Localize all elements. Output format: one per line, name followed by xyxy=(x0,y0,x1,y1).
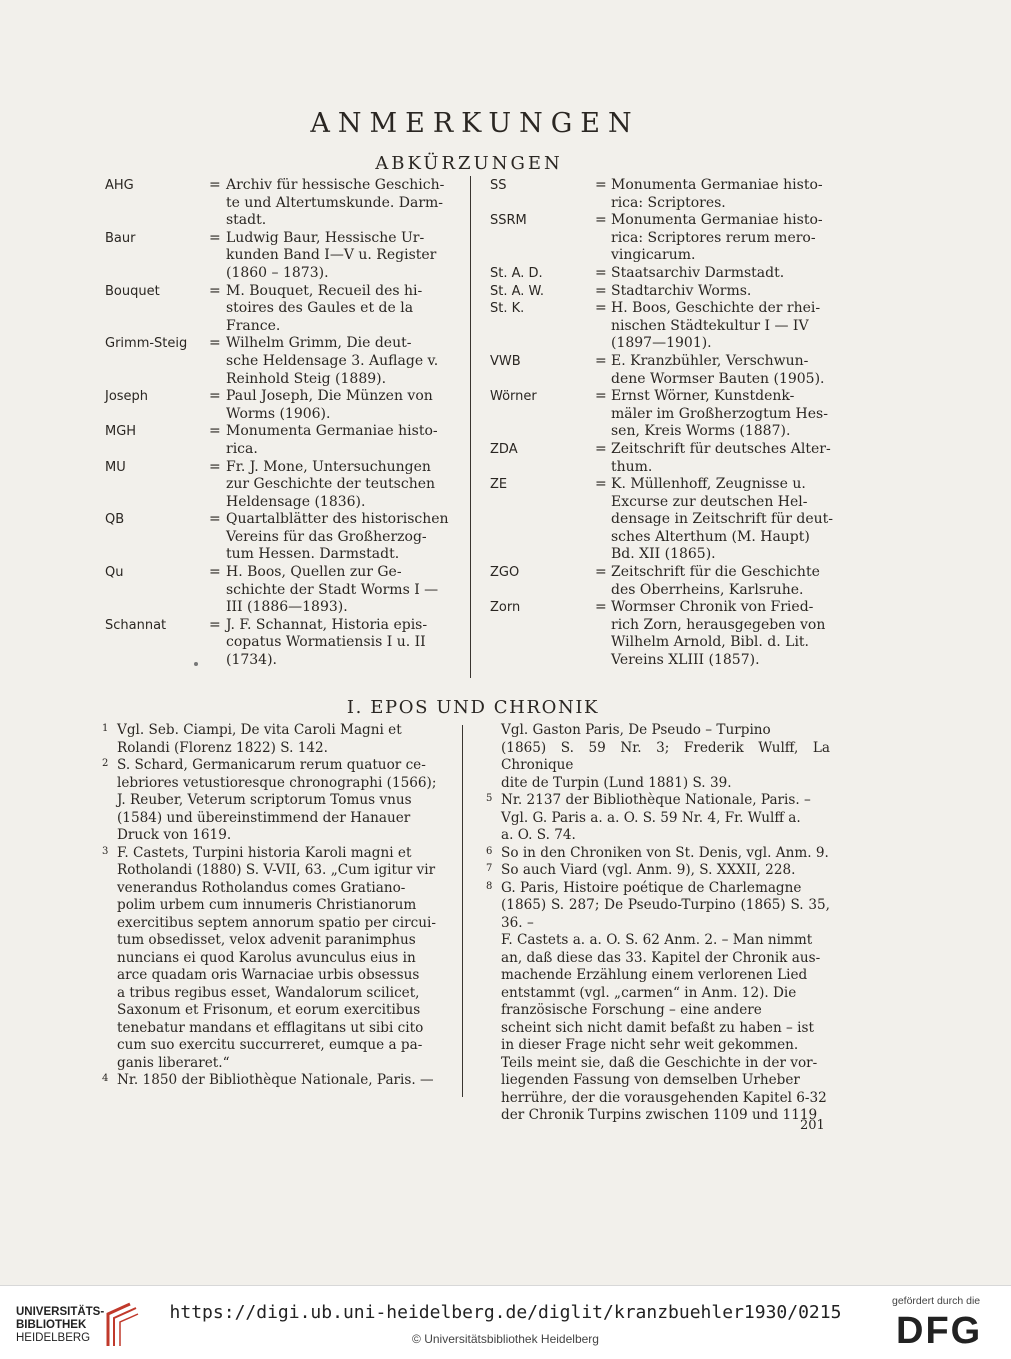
footnote-text: G. Paris, Histoire poétique de Charlemagne (1865) S. 287; De Pseudo-Turpino (1865) S. 35, 36. – F. Castets a. a. O. S. 62 Anm. 2. – Man nimmt an, daß diese das 33. Kapitel der Chronik aus- machende Erzählung einem verlorenen Lied entstammt (vgl. „carmen“ in Anm. 12). Die französische Forschung – eine andere scheint sich nicht damit befaßt zu haben – ist in dieser Frage nicht sehr weit gekommen. Teils meint sie, daß die Geschichte in der vor- liegenden Fassung von demselben Urheber herrühre, der die vorausgehenden Kapitel 6-32 der Chronik Turpins zwischen 1109 und 1119 xyxy=(501,879,830,1123)
equals-sign: = xyxy=(595,352,607,369)
abbreviation-expansion: E. Kranzbühler, Verschwun- dene Wormser Bauten (1905). xyxy=(611,352,825,387)
footnote-text: Nr. 2137 der Bibliothèque Nationale, Paris. – Vgl. G. Paris a. a. O. S. 59 Nr. 4, Fr. Wulff a. a. O. S. 74. xyxy=(501,792,811,843)
abbreviation-key: VWB xyxy=(490,353,521,369)
abbreviation-key: SS xyxy=(490,178,507,193)
equals-sign: = xyxy=(209,511,221,528)
copyright-notice: © Universitätsbibliothek Heidelberg xyxy=(412,1332,599,1346)
footnote-number: 4 xyxy=(102,1073,109,1084)
abbreviation-expansion: Staatsarchiv Darmstadt. xyxy=(611,264,785,281)
footnote-number: 1 xyxy=(102,723,109,734)
equals-sign: = xyxy=(209,229,221,246)
equals-sign: = xyxy=(595,564,607,581)
footnote-number: 7 xyxy=(486,863,493,874)
abbreviation-expansion: Wilhelm Grimm, Die deut- sche Heldensage 3. Auflage v. Reinhold Steig (1889). xyxy=(226,335,439,387)
abbreviation-key: Qu xyxy=(105,565,124,581)
abbreviation-expansion: Monumenta Germaniae histo- rica: Scriptores. xyxy=(611,177,823,211)
abbreviation-expansion: H. Boos, Geschichte der rhei- nischen Städtekultur I — IV (1897—1901). xyxy=(611,300,821,352)
footnote-text: Vgl. Seb. Ciampi, De vita Caroli Magni et Rolandi (Florenz 1822) S. 142. xyxy=(117,722,402,756)
abbreviation-key: Grimm-Steig xyxy=(105,336,188,352)
library-name-line1: UNIVERSITÄTS- xyxy=(16,1306,105,1318)
funder-caption: gefördert durch die xyxy=(892,1295,981,1307)
viewer-footer xyxy=(0,1285,1011,1359)
abbreviation-key: Zorn xyxy=(490,600,521,616)
abbreviation-key: MGH xyxy=(105,424,137,440)
equals-sign: = xyxy=(595,599,607,616)
abbreviation-key: Schannat xyxy=(105,617,167,633)
abbreviation-expansion: Zeitschrift für die Geschichte des Oberrheins, Karlsruhe. xyxy=(611,564,820,598)
abbreviation-expansion: M. Bouquet, Recueil des hi- stoires des Gaules et de la France. xyxy=(226,282,423,334)
abbreviation-entry xyxy=(490,388,836,441)
abbreviation-expansion: H. Boos, Quellen zur Ge- schichte der Stadt Worms I — III (1886—1893). xyxy=(226,564,439,616)
abbreviation-key: Joseph xyxy=(105,389,149,405)
abbreviation-expansion: Monumenta Germaniae histo- rica: Scriptores rerum mero- vingicarum. xyxy=(611,212,823,264)
equals-sign: = xyxy=(595,212,607,229)
abbreviation-entry xyxy=(490,212,836,265)
funder-logo[interactable]: DFG xyxy=(896,1310,983,1352)
equals-sign: = xyxy=(595,388,607,405)
abbreviation-entry xyxy=(490,599,836,669)
abbreviation-entry xyxy=(105,511,450,564)
footnotes-right-column xyxy=(486,722,830,1125)
abbreviation-key: AHG xyxy=(105,178,134,193)
abbreviation-expansion: Ludwig Baur, Hessische Ur- kunden Band I—V u. Register (1860 – 1873). xyxy=(226,229,437,281)
footnote-number: 3 xyxy=(102,845,109,857)
abbreviation-entry xyxy=(490,564,836,599)
abbreviation-entry xyxy=(105,283,450,336)
abbreviation-expansion: Quartalblätter des historischen Vereins für das Großherzog- tum Hessen. Darmstadt. xyxy=(226,511,449,563)
abbreviation-key: QB xyxy=(105,512,125,528)
abbreviation-key: Baur xyxy=(105,230,136,246)
permalink-url[interactable]: https://digi.ub.uni-heidelberg.de/diglit/kranzbuehler1930/0215 xyxy=(169,1302,842,1323)
page-number: 201 xyxy=(800,1118,825,1133)
abbreviation-entry xyxy=(490,441,836,476)
equals-sign: = xyxy=(209,616,221,633)
footnote xyxy=(486,792,830,845)
abbreviation-entry xyxy=(105,564,450,617)
equals-sign: = xyxy=(209,388,221,405)
footnote-text: S. Schard, Germanicarum rerum quatuor ce- lebriores vetustioresque chronographi (1566); J. Reuber, Veterum scriptorum Tomus vnus (1584) und übereinstimmend der Hanauer Druck von 1619. xyxy=(117,757,437,843)
abbreviation-key: St. A. W. xyxy=(490,283,545,299)
abbreviations-heading: ABKÜRZUNGEN xyxy=(375,153,563,174)
footnote xyxy=(486,880,830,1125)
equals-sign: = xyxy=(595,282,607,299)
section-title: I. EPOS UND CHRONIK xyxy=(346,697,600,718)
equals-sign: = xyxy=(595,177,607,193)
abbreviation-expansion: Wormser Chronik von Fried- rich Zorn, herausgegeben von Wilhelm Arnold, Bibl. d. Lit. Vereins XLIII (1857). xyxy=(611,599,826,669)
equals-sign: = xyxy=(595,300,607,317)
abbreviation-expansion: Fr. J. Mone, Untersuchungen zur Geschichte der teutschen Heldensage (1836). xyxy=(226,458,436,510)
abbreviation-expansion: Ernst Wörner, Kunstdenk- mäler im Großherzogtum Hes- sen, Kreis Worms (1887). xyxy=(611,388,828,440)
footnote-text: Nr. 1850 der Bibliothèque Nationale, Paris. — xyxy=(117,1072,434,1088)
equals-sign: = xyxy=(209,335,221,352)
equals-sign: = xyxy=(209,282,221,299)
footnote xyxy=(486,862,830,880)
equals-sign: = xyxy=(209,423,221,440)
footnote-number: 2 xyxy=(102,758,109,769)
equals-sign: = xyxy=(595,264,607,281)
abbreviation-key: MU xyxy=(105,459,126,475)
abbreviation-key: ZDA xyxy=(490,441,518,457)
abbreviation-entry xyxy=(105,617,450,670)
abbreviation-entry xyxy=(105,230,450,283)
equals-sign: = xyxy=(209,564,221,581)
abbreviation-entry xyxy=(490,177,836,212)
footnote xyxy=(102,845,444,1073)
footnote-number: 5 xyxy=(486,793,493,804)
abbreviation-expansion: Paul Joseph, Die Münzen von Worms (1906). xyxy=(226,388,433,422)
abbreviations-left-column xyxy=(105,177,450,670)
abbreviation-entry xyxy=(105,177,450,230)
abbreviation-entry xyxy=(490,476,836,564)
footnote-number: 8 xyxy=(486,880,493,892)
abbreviation-expansion: Stadtarchiv Worms. xyxy=(611,282,752,299)
footnote xyxy=(102,1072,444,1090)
footnote xyxy=(486,845,830,863)
footnote-text: F. Castets, Turpini historia Karoli magni et Rotholandi (1880) S. V-VII, 63. „Cum igitur vir venerandus Rotholandus comes Gratiano- polim urbem cum innumeris Christianorum exercitibus septem annorum spatio per circui- tum obsedisset, velox advenit paranimphus nuncians ei quod Karolus avunculus eius in arce quadam oris Warnaciae urbis obsessus a tribus regibus esset, Wandalorum scilicet, Saxonum et Frisonum, et eorum exercitibus tenebatur mandans et efflagitans ut sibi cito cum suo exercitu succurreret, eumque a pa- ganis liberaret.“ xyxy=(117,844,436,1071)
abbreviation-entry xyxy=(105,335,450,388)
abbreviation-expansion: J. F. Schannat, Historia epis- copatus Wormatiensis I u. II (1734). xyxy=(226,616,428,669)
equals-sign: = xyxy=(209,458,221,475)
library-name-line2: BIBLIOTHEK xyxy=(16,1319,87,1331)
abbreviation-key: St. A. D. xyxy=(490,265,543,281)
abbreviation-key: St. K. xyxy=(490,301,525,317)
column-divider-top xyxy=(470,176,471,678)
footnote xyxy=(102,757,444,845)
abbreviations-right-column xyxy=(490,177,836,670)
equals-sign: = xyxy=(595,440,607,457)
abbreviation-entry xyxy=(105,423,450,458)
abbreviation-expansion: Monumenta Germaniae histo- rica. xyxy=(226,423,438,457)
footnote-text: So in den Chroniken von St. Denis, vgl. Anm. 9. xyxy=(501,844,829,861)
abbreviation-expansion: K. Müllenhoff, Zeugnisse u. Excurse zur deutschen Hel- densage in Zeitschrift für deut- sches Alterthum (M. Haupt) Bd. XII (1865). xyxy=(611,476,833,563)
abbreviation-entry xyxy=(105,388,450,423)
equals-sign: = xyxy=(595,476,607,493)
footnotes-left-column xyxy=(102,722,444,1090)
page-title: ANMERKUNGEN xyxy=(310,108,640,139)
note-continuation: Vgl. Gaston Paris, De Pseudo – Turpino (1865) S. 59 Nr. 3; Frederik Wulff, La Chronique dite de Turpin (Lund 1881) S. 39. xyxy=(501,722,830,791)
abbreviation-key: ZGO xyxy=(490,565,520,581)
column-divider-bottom xyxy=(462,725,463,1097)
abbreviation-key: ZE xyxy=(490,477,508,493)
ink-dot xyxy=(194,662,198,666)
abbreviation-entry xyxy=(490,353,836,388)
abbreviation-entry xyxy=(490,265,836,283)
abbreviation-entry xyxy=(105,459,450,512)
library-name-line3: HEIDELBERG xyxy=(16,1332,91,1344)
abbreviation-key: Bouquet xyxy=(105,283,160,299)
abbreviation-key: Wörner xyxy=(490,389,537,405)
abbreviation-entry xyxy=(490,283,836,301)
abbreviation-expansion: Archiv für hessische Geschich- te und Altertumskunde. Darm- stadt. xyxy=(226,177,445,229)
footnote xyxy=(102,722,444,757)
equals-sign: = xyxy=(209,177,221,193)
footnote-text: So auch Viard (vgl. Anm. 9), S. XXXII, 228. xyxy=(501,862,796,878)
abbreviation-entry xyxy=(490,300,836,353)
abbreviation-expansion: Zeitschrift für deutsches Alter- thum. xyxy=(611,440,831,475)
footnote-number: 6 xyxy=(486,845,493,857)
abbreviation-key: SSRM xyxy=(490,213,527,229)
